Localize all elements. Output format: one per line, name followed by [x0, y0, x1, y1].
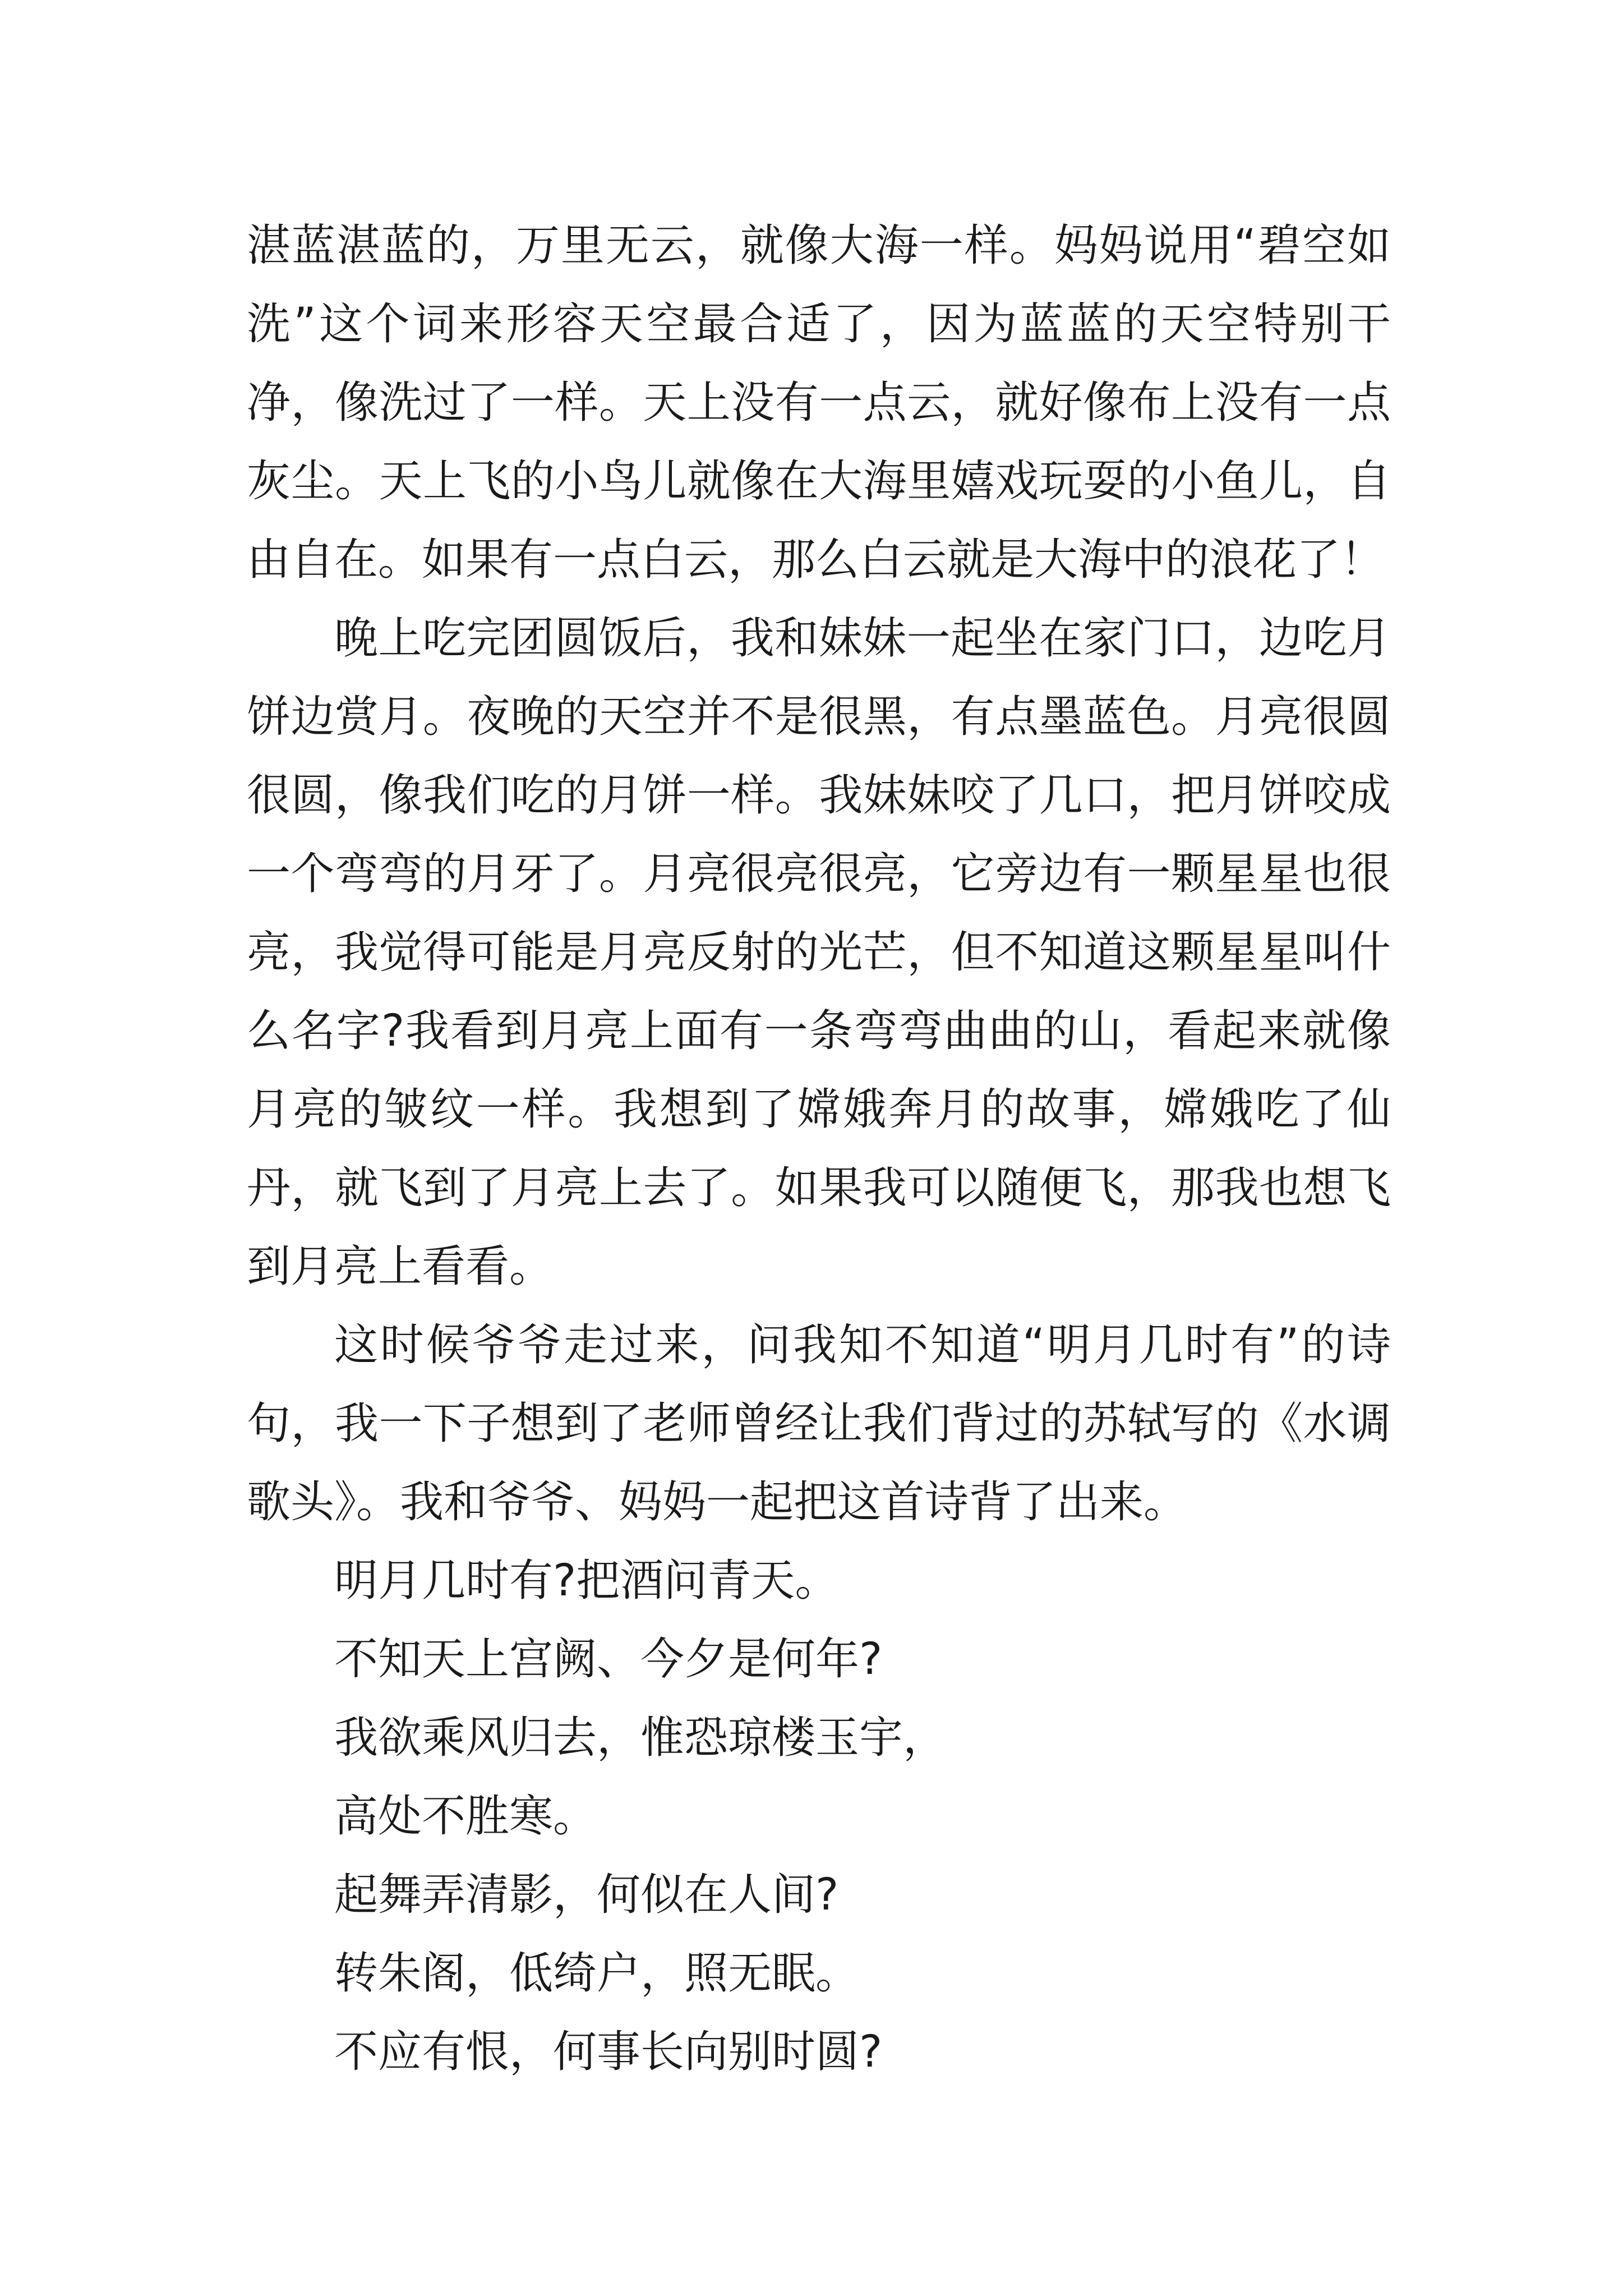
- paragraph-3: 这时候爷爷走过来，问我知不知道“明月几时有”的诗句，我一下子想到了老师曾经让我们背过的苏轼写的《水调歌头》。我和爷爷、妈妈一起把这首诗背了出来。: [247, 1320, 1391, 1527]
- poem-line: 我欲乘风归去，惟恐琼楼玉宇，: [334, 1713, 947, 1763]
- poem-line: 不知天上宫阙、今夕是何年?: [334, 1634, 883, 1685]
- poem-line: 起舞弄清影，何似在人间?: [334, 1870, 839, 1920]
- paragraph-2: 晚上吃完团圆饭后，我和妹妹一起坐在家门口，边吃月饼边赏月。夜晚的天空并不是很黑，有点墨蓝色。月亮很圆很圆，像我们吃的月饼一样。我妹妹咬了几口，把月饼咬成一个弯弯的月牙了。月亮很亮很亮，它旁边有一颗星星也很亮，我觉得可能是月亮反射的光芒，但不知道这颗星星叫什么名字?我看到月亮上面有一条弯弯曲曲的山，看起来就像月亮的皱纹一样。我想到了嫦娥奔月的故事，嫦娥吃了仙丹，就飞到了月亮上去了。如果我可以随便飞，那我也想飞到月亮上看看。: [247, 613, 1391, 1292]
- poem-line: 转朱阁，低绮户，照无眠。: [334, 1948, 860, 1999]
- paragraph-1: 湛蓝湛蓝的，万里无云，就像大海一样。妈妈说用“碧空如洗”这个词来形容天空最合适了，因为蓝蓝的天空特别干净，像洗过了一样。天上没有一点云，就好像布上没有一点灰尘。天上飞的小鸟儿就像在大海里嬉戏玩耍的小鱼儿，自由自在。如果有一点白云，那么白云就是大海中的浪花了！: [247, 220, 1391, 585]
- poem-block: [247, 1542, 1391, 2091]
- poem-line: 不应有恨，何事长向别时圆?: [334, 2027, 883, 2077]
- poem-line: 高处不胜寒。: [334, 1791, 597, 1842]
- poem-line: 明月几时有?把酒问青天。: [334, 1556, 839, 1606]
- document-body: [247, 206, 1391, 2091]
